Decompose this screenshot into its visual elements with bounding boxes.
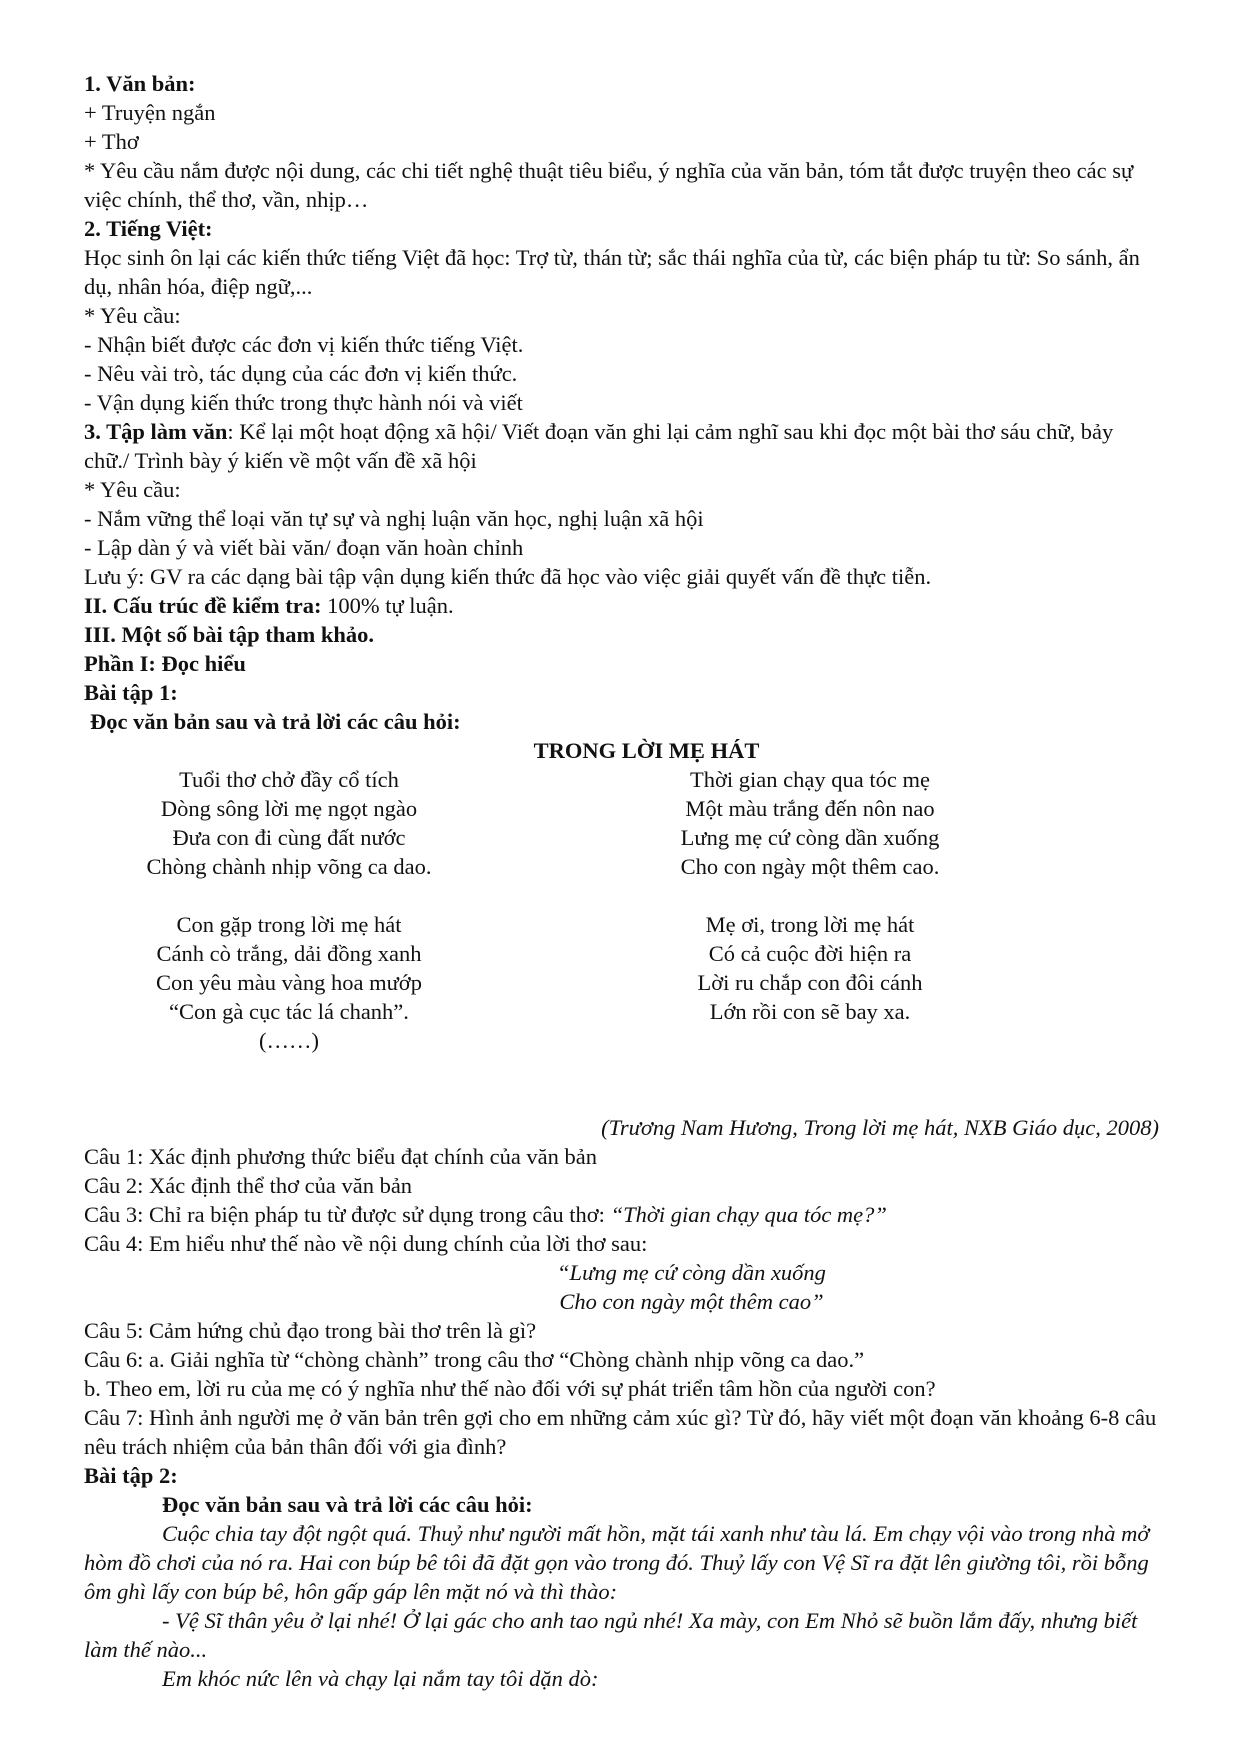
passage-paragraph: - Vệ Sĩ thân yêu ở lại nhé! Ở lại gác cho anh tao ngủ nhé! Xa mày, con Em Nhỏ sẽ buồn lắm đấy, nhưng biết làm thế nào...	[84, 1608, 1138, 1662]
poem-line: Dòng sông lời mẹ ngọt ngào	[160, 796, 418, 821]
list-item: + Truyện ngắn	[84, 100, 216, 125]
list-item: + Thơ	[84, 129, 139, 154]
question-4: Câu 4: Em hiểu như thế nào về nội dung chính của lời thơ sau:	[84, 1231, 648, 1256]
poem-line: Lớn rồi con sẽ bay xa.	[709, 999, 911, 1024]
exercise1-instruction: Đọc văn bản sau và trả lời các câu hỏi:	[90, 709, 461, 734]
requirement-text: * Yêu cầu nắm được nội dung, các chi tiết nghệ thuật tiêu biểu, ý nghĩa của văn bản, tóm tắt được truyện theo các sự việc chính, thể thơ, vần, nhịp…	[84, 158, 1134, 212]
quote-line: Cho con ngày một thêm cao”	[559, 1289, 824, 1314]
document-page	[84, 69, 1159, 1693]
section-heading-van-ban: 1. Văn bản:	[84, 71, 196, 96]
section-text: : Kể lại một hoạt động xã hội/ Viết đoạn văn ghi lại cảm nghĩ sau khi đọc một bài thơ sáu chữ, bảy chữ./ Trình bày ý kiến về một vấn đề xã hội	[84, 419, 1114, 473]
exercise2-heading: Bài tập 2:	[84, 1463, 178, 1488]
poem-line: Tuổi thơ chở đầy cổ tích	[179, 767, 399, 792]
question-2: Câu 2: Xác định thể thơ của văn bản	[84, 1173, 413, 1198]
section-heading-tap-lam-van: 3. Tập làm văn	[84, 419, 228, 444]
quote-line: “Lưng mẹ cứ còng dần xuống	[557, 1260, 826, 1285]
question-3	[84, 1200, 1159, 1229]
poem-line: Đưa con đi cùng đất nước	[172, 825, 406, 850]
note-text: Lưu ý: GV ra các dạng bài tập vận dụng kiến thức đã học vào việc giải quyết vấn đề thực tiễn.	[84, 564, 932, 589]
requirement-label: * Yêu cầu:	[84, 477, 181, 502]
question-1: Câu 1: Xác định phương thức biểu đạt chính của văn bản	[84, 1144, 598, 1169]
poem-source: (Trương Nam Hương, Trong lời mẹ hát, NXB Giáo dục, 2008)	[601, 1115, 1159, 1140]
section-heading-tieng-viet: 2. Tiếng Việt:	[84, 216, 213, 241]
poem-line: Có cả cuộc đời hiện ra	[708, 941, 912, 966]
structure-heading: II. Cấu trúc đề kiểm tra:	[84, 593, 322, 618]
poem-line: Mẹ ơi, trong lời mẹ hát	[705, 912, 915, 937]
passage-paragraph: Em khóc nức lên và chạy lại nắm tay tôi dặn dò:	[162, 1666, 599, 1691]
poem-line: Con gặp trong lời mẹ hát	[176, 912, 402, 937]
poem-line: Thời gian chạy qua tóc mẹ	[690, 767, 930, 792]
question-5: Câu 5: Cảm hứng chủ đạo trong bài thơ trên là gì?	[84, 1318, 537, 1343]
poem-ellipsis: (……)	[259, 1028, 319, 1053]
poem-line: Con yêu màu vàng hoa mướp	[156, 970, 422, 995]
poem-line: Lưng mẹ cứ còng dần xuống	[680, 825, 940, 850]
poem-line: Cánh cò trắng, dải đồng xanh	[156, 941, 422, 966]
list-item: - Nắm vững thể loại văn tự sự và nghị luận văn học, nghị luận xã hội	[84, 506, 704, 531]
poem-body	[84, 765, 1159, 1055]
poem-right-column	[590, 765, 1030, 1055]
question-3-text: Câu 3: Chỉ ra biện pháp tu từ được sử dụng trong câu thơ:	[84, 1202, 611, 1227]
question-7: Câu 7: Hình ảnh người mẹ ở văn bản trên gợi cho em những cảm xúc gì? Từ đó, hãy viết một đoạn văn khoảng 6-8 câu nêu trách nhiệm của bản thân đối với gia đình?	[84, 1405, 1157, 1459]
exercise1-heading: Bài tập 1:	[84, 680, 178, 705]
structure-line	[84, 591, 1159, 620]
section-tap-lam-van	[84, 417, 1159, 475]
poem-line: Một màu trắng đến nôn nao	[685, 796, 935, 821]
poem-title: TRONG LỜI MẸ HÁT	[533, 738, 760, 763]
poem-left-column	[84, 765, 494, 1055]
list-item: - Nêu vài trò, tác dụng của các đơn vị kiến thức.	[84, 361, 518, 386]
list-item: - Nhận biết được các đơn vị kiến thức tiếng Việt.	[84, 332, 524, 357]
question-6b: b. Theo em, lời ru của mẹ có ý nghĩa như thế nào đối với sự phát triển tâm hồn của người con?	[84, 1376, 936, 1401]
question-6a: Câu 6: a. Giải nghĩa từ “chòng chành” trong câu thơ “Chòng chành nhịp võng ca dao.”	[84, 1347, 865, 1372]
question-3-quote: “Thời gian chạy qua tóc mẹ?”	[610, 1202, 887, 1227]
requirement-label: * Yêu cầu:	[84, 303, 181, 328]
poem-line: Lời ru chắp con đôi cánh	[697, 970, 923, 995]
list-item: - Lập dàn ý và viết bài văn/ đoạn văn hoàn chỉnh	[84, 535, 524, 560]
structure-text: 100% tự luận.	[321, 593, 454, 618]
exercise2-instruction: Đọc văn bản sau và trả lời các câu hỏi:	[162, 1492, 533, 1517]
passage-paragraph: Cuộc chia tay đột ngột quá. Thuỷ như người mất hồn, mặt tái xanh như tàu lá. Em chạy vội vào trong nhà mở hòm đồ chơi của nó ra. Hai con búp bê tôi đã đặt gọn vào trong đó. Thuỷ lấy con Vệ Sĩ ra đặt lên giường tôi, rồi bỗng ôm ghì lấy con búp bê, hôn gấp gáp lên mặt nó và thì thào:	[84, 1521, 1150, 1604]
part1-heading: Phần I: Đọc hiểu	[84, 651, 246, 676]
poem-line: Cho con ngày một thêm cao.	[680, 854, 940, 879]
references-heading: III. Một số bài tập tham khảo.	[84, 622, 375, 647]
poem-line: “Con gà cục tác lá chanh”.	[169, 999, 409, 1024]
list-item: - Vận dụng kiến thức trong thực hành nói và viết	[84, 390, 523, 415]
poem-line: Chòng chành nhịp võng ca dao.	[146, 854, 432, 879]
section-intro: Học sinh ôn lại các kiến thức tiếng Việt đã học: Trợ từ, thán từ; sắc thái nghĩa của từ, các biện pháp tu từ: So sánh, ẩn dụ, nhân hóa, điệp ngữ,...	[84, 245, 1140, 299]
